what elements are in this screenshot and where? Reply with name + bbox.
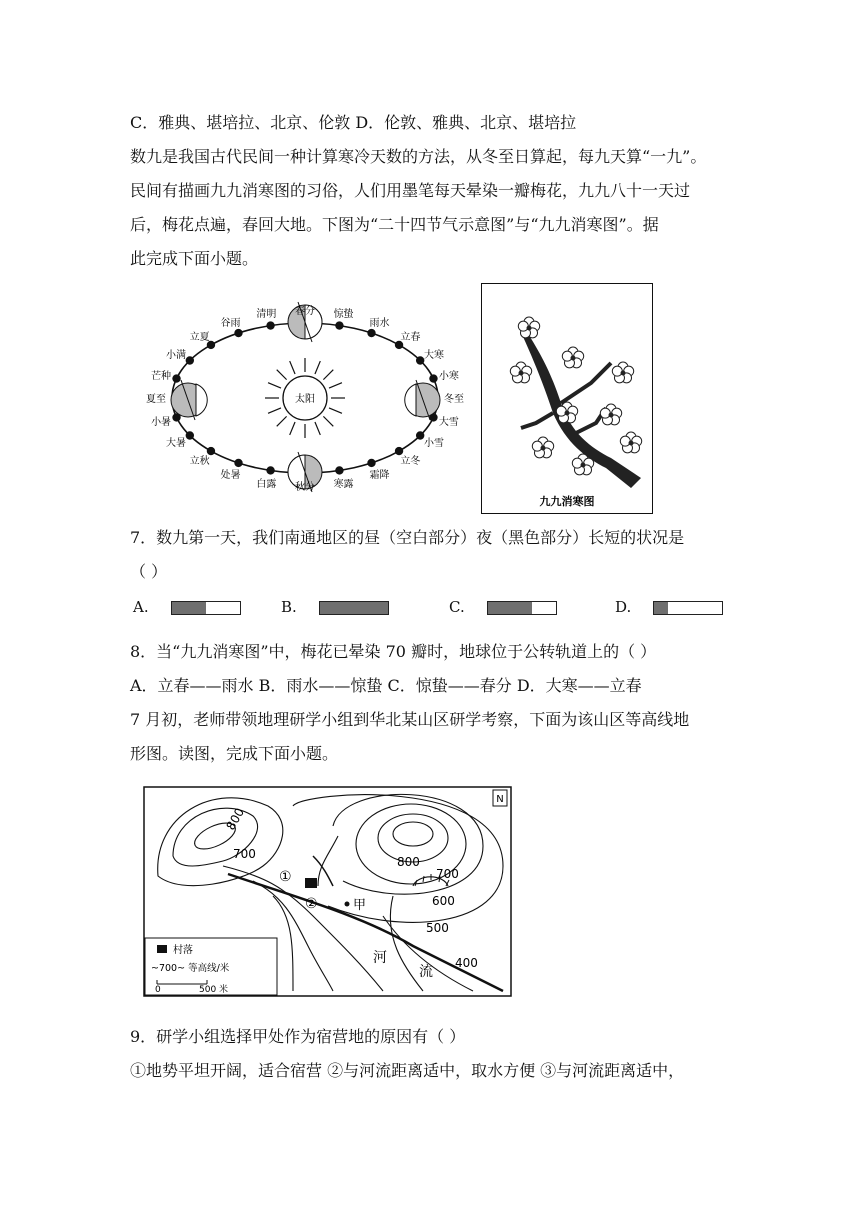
contour-label-800-right: 800 <box>397 855 420 869</box>
q7-option-label: A. <box>133 598 149 616</box>
solar-term-label: 春分 <box>295 306 315 317</box>
passage-line-2: 民间有描画九九消寒图的习俗，人们用墨笔每天晕染一瓣梅花，九九八十一天过 <box>130 181 691 200</box>
question-7-line-2: （ ） <box>130 562 168 581</box>
sun-icon <box>265 358 345 438</box>
solar-term-dot <box>172 374 180 382</box>
solar-term-label: 清明 <box>256 308 277 320</box>
solar-term-dot <box>186 431 194 439</box>
passage-2-line-2: 形图。读图，完成下面小题。 <box>130 744 339 763</box>
question-7-line-1: 7．数九第一天，我们南通地区的昼（空白部分）夜（黑色部分）长短的状况是 <box>130 528 685 547</box>
solar-term-label: 夏至 <box>146 394 166 405</box>
solar-term-dot <box>395 447 403 455</box>
contour-label-800-left: 800 <box>223 805 248 833</box>
solar-term-label: 立春 <box>400 331 421 343</box>
solar-term-label: 白露 <box>256 479 277 491</box>
contour-label-400: 400 <box>455 956 478 970</box>
solar-term-dot <box>367 459 375 467</box>
site-2-label: ② <box>305 896 318 912</box>
question-9-options: ①地势平坦开阔，适合宿营 ②与河流距离适中，取水方便 ③与河流距离适中， <box>130 1061 685 1080</box>
solar-term-label: 立冬 <box>400 456 421 468</box>
solar-term-dot <box>367 329 375 337</box>
q7-day-night-bar <box>319 601 389 615</box>
solar-term-label: 大寒 <box>424 350 445 361</box>
question-8-options: A．立春——雨水 B．雨水——惊蛰 C．惊蛰——春分 D．大寒——立春 <box>130 676 642 695</box>
solar-term-label: 秋分 <box>295 482 315 493</box>
solar-term-dot <box>335 321 343 329</box>
question-9-line: 9．研学小组选择甲处作为宿营地的原因有（ ） <box>130 1027 466 1046</box>
passage-line-1: 数九是我国古代民间一种计算寒冷天数的方法，从冬至日算起，每九天算“一九”。 <box>130 147 707 166</box>
solar-term-dot <box>429 374 437 382</box>
solar-term-dot <box>186 356 194 364</box>
sun-label: 太阳 <box>295 394 315 405</box>
scale-500: 500 米 <box>199 985 229 995</box>
jia-label: 甲 <box>353 898 367 913</box>
site-1-label: ① <box>279 869 292 885</box>
contour-label-700-left: 700 <box>233 847 256 861</box>
q7-option-label: C. <box>449 598 465 616</box>
river-label-2: 流 <box>419 964 433 980</box>
solar-term-label: 惊蛰 <box>333 308 354 320</box>
solar-terms-diagram <box>140 282 470 514</box>
river-label-1: 河 <box>373 950 387 966</box>
solar-term-dot <box>234 329 242 337</box>
solar-term-label: 小雪 <box>424 438 445 449</box>
solar-term-label: 雨水 <box>369 317 390 329</box>
passage-line-4: 此完成下面小题。 <box>130 249 259 268</box>
solar-term-dot <box>207 447 215 455</box>
legend-contour: ~700~ 等高线/米 <box>151 963 230 974</box>
village-icon <box>305 878 317 888</box>
solar-term-label: 立夏 <box>189 331 210 343</box>
solar-term-label: 谷雨 <box>220 317 241 329</box>
contour-map <box>143 786 513 998</box>
q7-option-label: B. <box>281 598 297 616</box>
q7-option-label: D. <box>615 598 632 616</box>
solar-term-label: 小暑 <box>151 416 172 428</box>
solar-term-dot <box>234 459 242 467</box>
solar-term-label: 霜降 <box>369 470 390 482</box>
contour-label-700-right: 700 <box>436 867 459 881</box>
solar-term-dot <box>266 321 274 329</box>
solar-term-dot <box>335 466 343 474</box>
q7-day-night-bar <box>487 601 557 615</box>
contour-label-500: 500 <box>426 921 449 935</box>
solar-term-label: 冬至 <box>444 394 464 405</box>
plum-caption: 九九消寒图 <box>539 495 595 508</box>
contour-label-600: 600 <box>432 894 455 908</box>
plum-blossom-picture <box>481 283 653 514</box>
solar-term-label: 芒种 <box>151 371 172 383</box>
solar-term-label: 小满 <box>165 350 186 361</box>
q7-day-night-bar <box>171 601 241 615</box>
solar-term-label: 寒露 <box>333 479 354 491</box>
solar-term-label: 大雪 <box>438 416 459 428</box>
question-8-line: 8．当“九九消寒图”中，梅花已晕染 70 瓣时，地球位于公转轨道上的（ ） <box>130 642 657 661</box>
passage-line-3: 后，梅花点遍，春回大地。下图为“二十四节气示意图”与“九九消寒图”。据 <box>130 215 659 234</box>
solar-term-label: 大暑 <box>165 438 186 449</box>
north-label: N <box>496 794 504 805</box>
legend-village: 村落 <box>173 945 193 956</box>
q7-day-night-bar <box>653 601 723 615</box>
solar-term-label: 小寒 <box>438 371 459 383</box>
passage-2-line-1: 7 月初，老师带领地理研学小组到华北某山区研学考察，下面为该山区等高线地 <box>130 710 690 729</box>
option-line-cd: C．雅典、堪培拉、北京、伦敦 D．伦敦、雅典、北京、堪培拉 <box>130 113 577 132</box>
solar-term-label: 处暑 <box>220 470 241 482</box>
scale-zero: 0 <box>155 985 161 995</box>
solar-term-label: 立秋 <box>189 456 210 468</box>
solar-term-dot <box>266 466 274 474</box>
